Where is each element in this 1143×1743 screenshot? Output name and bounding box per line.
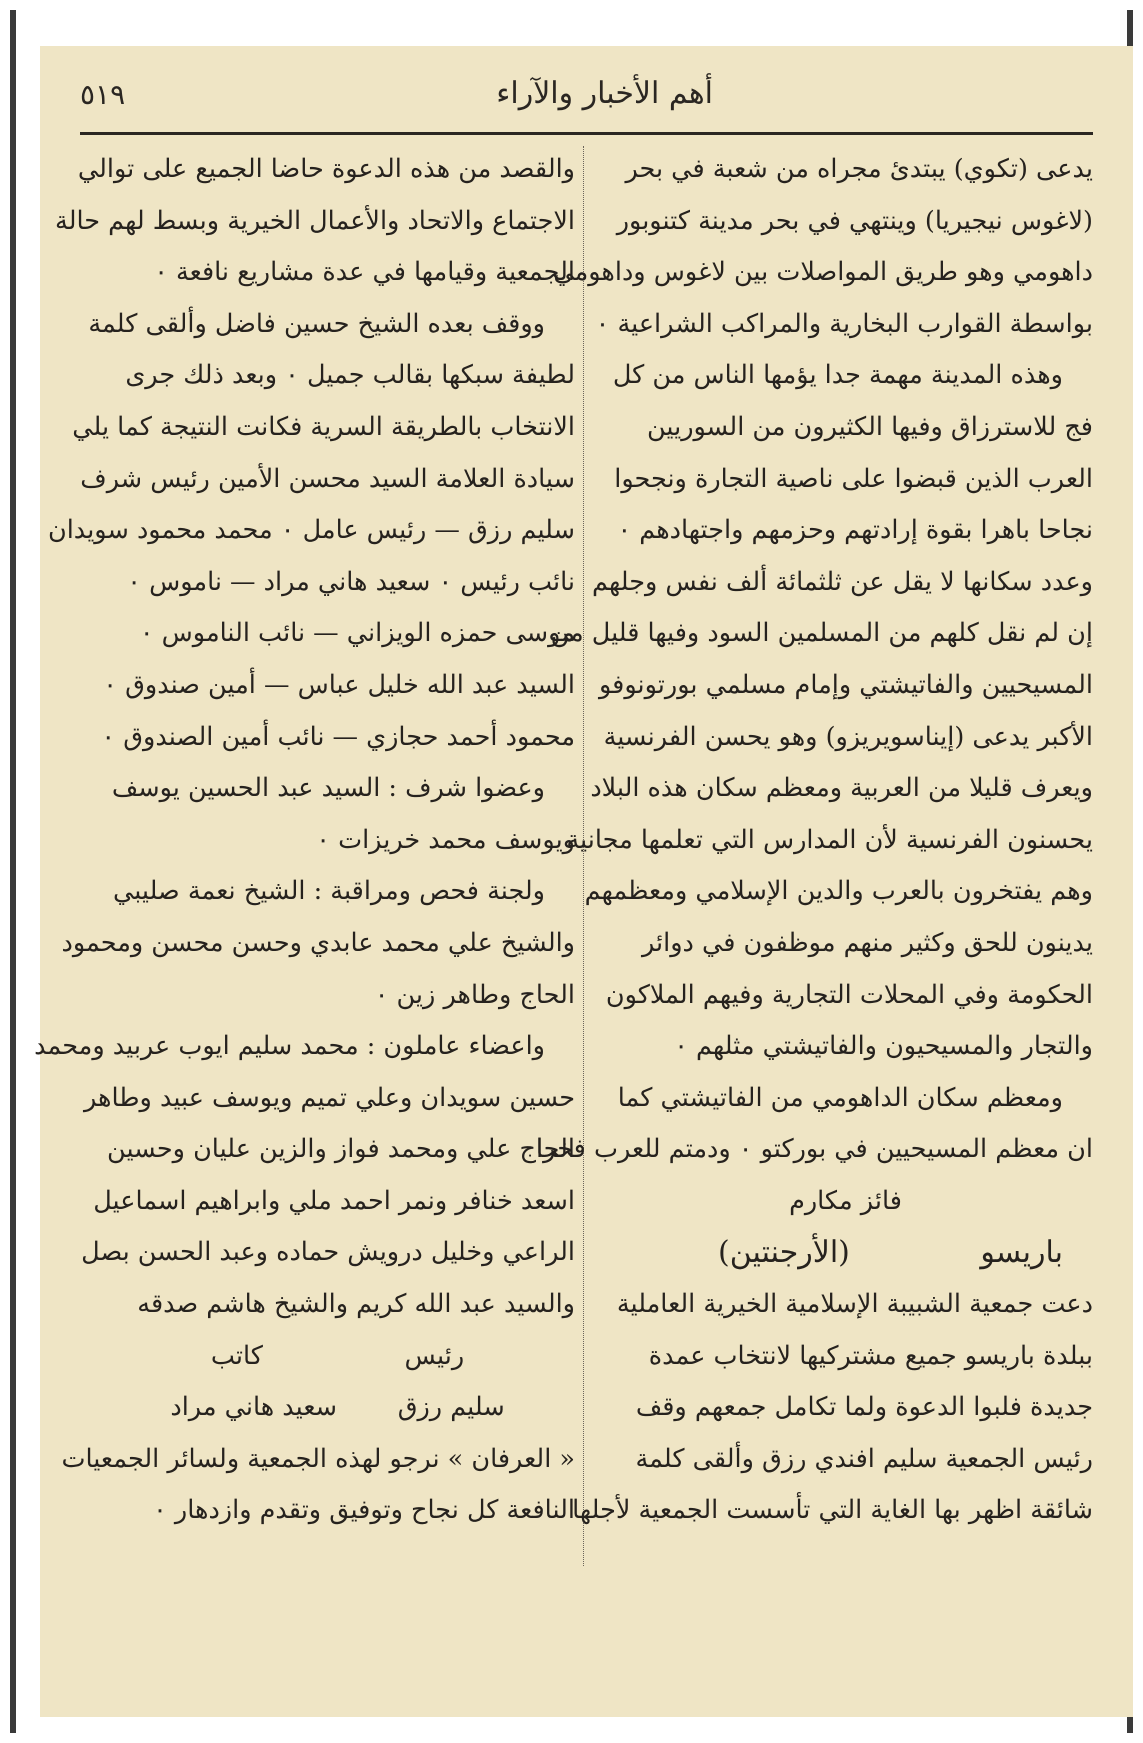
text-line: نائب رئيس ٠ سعيد هاني مراد — ناموس ٠	[127, 566, 575, 597]
text-line: الراعي وخليل درويش حماده وعبد الحسن بصل	[81, 1237, 575, 1268]
text-line: رئيس الجمعية سليم افندي رزق وألقى كلمة	[635, 1443, 1093, 1474]
text-line: ان معظم المسيحيين في بوركتو ٠ ودمتم للعرب فخرا	[536, 1134, 1093, 1165]
journal-page	[34, 46, 1133, 1717]
text-line: ويعرف قليلا من العربية ومعظم سكان هذه البلاد	[590, 773, 1093, 804]
text-line: وعضوا شرف : السيد عبد الحسين يوسف	[111, 773, 545, 804]
secretary-title: كاتب	[210, 1340, 263, 1371]
president-name: سليم رزق	[397, 1392, 505, 1423]
header-rule	[80, 132, 1093, 135]
text-line: الأكبر يدعى (إيناسويريزو) وهو يحسن الفرنسية	[603, 721, 1093, 752]
text-line: وعدد سكانها لا يقل عن ثلثمائة ألف نفس وجلهم	[592, 566, 1093, 597]
text-line: والقصد من هذه الدعوة حاضا الجميع على توالي	[77, 154, 575, 184]
text-line: الحاج علي ومحمد فواز والزين عليان وحسين	[107, 1134, 575, 1165]
text-line: شائقة اظهر بها الغاية التي تأسست الجمعية لأجلها	[572, 1495, 1093, 1526]
section-heading	[598, 1227, 1093, 1279]
text-line: يدعى (تكوي) يبتدئ مجراه من شعبة في بحر	[625, 154, 1093, 184]
article-author: فائز مكارم	[789, 1185, 902, 1216]
text-line: الحكومة وفي المحلات التجارية وفيهم الملاكون	[605, 979, 1093, 1010]
page-number: ٥١٩	[80, 78, 126, 111]
signature-titles	[80, 1331, 575, 1383]
text-line: النافعة كل نجاح وتوفيق وتقدم وازدهار ٠	[153, 1495, 575, 1526]
text-line: ببلدة باريسو جميع مشتركيها لانتخاب عمدة	[648, 1340, 1093, 1371]
text-line: حسين سويدان وعلي تميم ويوسف عبيد وطاهر	[83, 1082, 575, 1113]
text-line: بواسطة القوارب البخارية والمراكب الشراعية ٠	[595, 308, 1093, 339]
running-title: أهم الأخبار والآراء	[496, 76, 713, 111]
section-country: (الأرجنتين)	[718, 1235, 850, 1271]
text-line: الاجتماع والاتحاد والأعمال الخيرية وبسط لهم حالة	[55, 205, 575, 236]
text-line: دعت جمعية الشبيبة الإسلامية الخيرية العاملية	[616, 1289, 1093, 1320]
text-line: محمود أحمد حجازي — نائب أمين الصندوق ٠	[101, 721, 575, 752]
text-line: السيد عبد الله خليل عباس — أمين صندوق ٠	[103, 669, 575, 700]
text-line: والسيد عبد الله كريم والشيخ هاشم صدقه	[137, 1289, 575, 1320]
text-line: داهومي وهو طريق المواصلات بين لاغوس وداهومي	[553, 257, 1093, 288]
page-frame	[10, 10, 1133, 1733]
president-title: رئيس	[404, 1340, 465, 1371]
text-line: جديدة فلبوا الدعوة ولما تكامل جمعهم وقف	[635, 1392, 1093, 1423]
text-line: الانتخاب بالطريقة السرية فكانت النتيجة كما يلي	[72, 411, 575, 442]
text-line: (لاغوس نيجيريا) وينتهي في بحر مدينة كتنوبور	[616, 205, 1093, 236]
text-line: ولجنة فحص ومراقبة : الشيخ نعمة صليبي	[112, 876, 545, 907]
right-column	[536, 144, 1093, 1537]
text-line: « العرفان » نرجو لهذه الجمعية ولسائر الجمعيات	[61, 1443, 575, 1474]
text-line: إن لم نقل كلهم من المسلمين السود وفيها قليل من	[550, 618, 1093, 649]
text-line: فج للاسترزاق وفيها الكثيرون من السوريين	[646, 411, 1093, 442]
text-line: العرب الذين قبضوا على ناصية التجارة ونجحوا	[614, 463, 1093, 494]
text-line: موسى حمزه الويزاني — نائب الناموس ٠	[139, 618, 575, 649]
text-line: يدينون للحق وكثير منهم موظفون في دوائر	[641, 927, 1093, 958]
text-line: والشيخ علي محمد عابدي وحسن محسن ومحمود	[61, 927, 575, 958]
text-line: ووقف بعده الشيخ حسين فاضل وألقى كلمة	[88, 308, 545, 339]
text-line: المسيحيين والفاتيشتي وإمام مسلمي بورتونوفو	[598, 669, 1093, 700]
text-line: لطيفة سبكها بقالب جميل ٠ وبعد ذلك جرى	[125, 360, 575, 391]
signature-names	[80, 1382, 575, 1434]
text-line: اسعد خنافر ونمر احمد ملي وابراهيم اسماعيل	[93, 1185, 575, 1216]
page-header	[80, 66, 1093, 126]
text-line: واعضاء عاملون : محمد سليم ايوب عربيد ومحمد	[34, 1031, 545, 1062]
text-line: نجاحا باهرا بقوة إرادتهم وحزمهم واجتهادهم ٠	[617, 515, 1093, 546]
secretary-name: سعيد هاني مراد	[170, 1392, 338, 1423]
text-line: الحاج وطاهر زين ٠	[374, 979, 575, 1010]
text-line: ومعظم سكان الداهومي من الفاتيشتي كما	[617, 1082, 1063, 1113]
text-line: وهذه المدينة مهمة جدا يؤمها الناس من كل	[612, 360, 1063, 391]
text-line: ويوسف محمد خريزات ٠	[316, 824, 575, 855]
text-line: الجمعية وقيامها في عدة مشاريع نافعة ٠	[154, 257, 575, 288]
text-line: والتجار والمسيحيون والفاتيشتي مثلهم ٠	[674, 1031, 1093, 1062]
text-line: وهم يفتخرون بالعرب والدين الإسلامي ومعظمهم	[584, 876, 1093, 907]
left-column	[34, 144, 575, 1537]
section-place: باريسو	[980, 1235, 1063, 1271]
text-line: يحسنون الفرنسية لأن المدارس التي تعلمها مجانية	[566, 824, 1093, 855]
text-line: سليم رزق — رئيس عامل ٠ محمد محمود سويدان	[48, 515, 575, 546]
text-line: سيادة العلامة السيد محسن الأمين رئيس شرف	[80, 463, 575, 494]
